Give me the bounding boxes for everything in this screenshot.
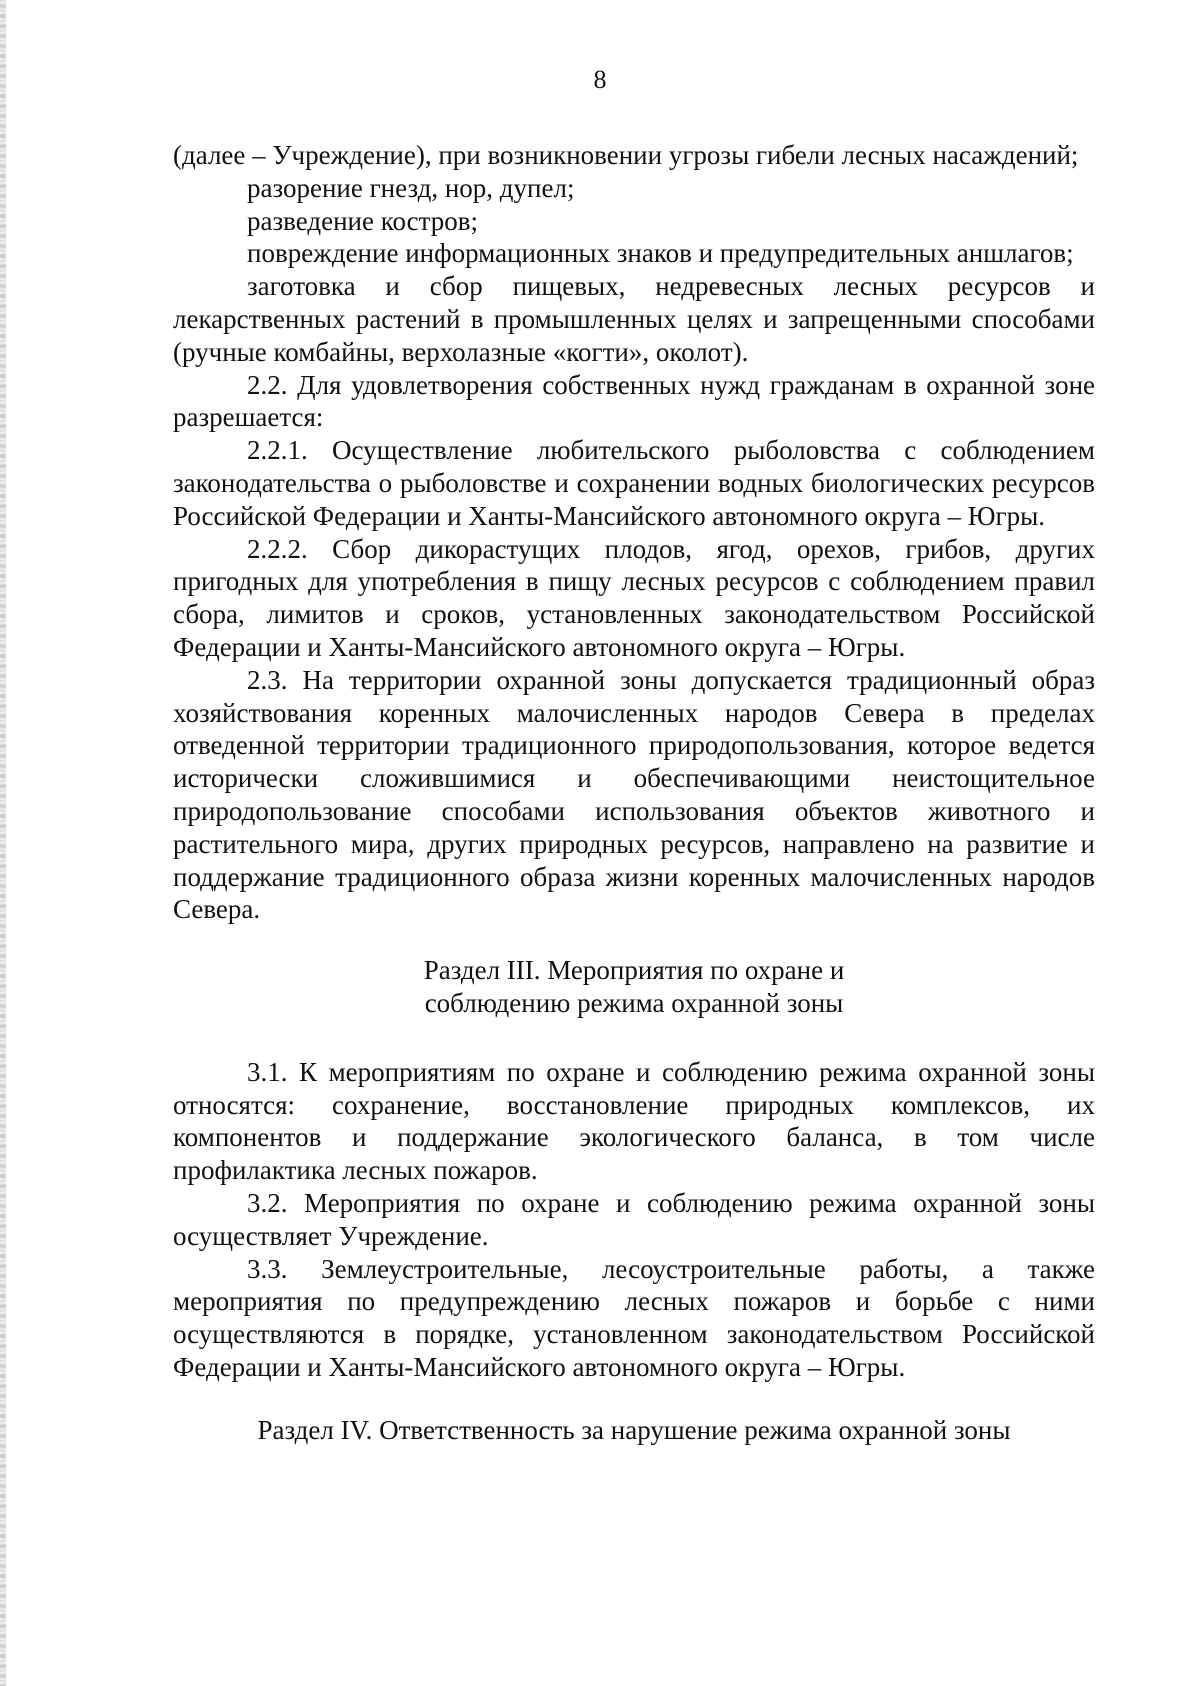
spacer <box>173 926 1095 954</box>
list-item-nest-destruction: разорение гнезд, нор, дупел; <box>247 172 575 203</box>
scan-edge-artifact <box>0 0 6 1686</box>
clause-2-3: 2.3. На территории охранной зоны допускается традиционный образ хозяйствования коренных малочисленных народов Севера в пределах отведенной территории традиционного природопользования, которое ведется исторически сложившимися и обеспечивающими неистощительное природопользование способами использования объектов животного и растительного мира, других природных ресурсов, направлено на развитие и поддержание традиционного образа жизни коренных малочисленных народов Севера. <box>173 664 1095 925</box>
section-4-heading: Раздел IV. Ответственность за нарушение режима охранной зоны <box>257 1414 1011 1445</box>
clause-3-1: 3.1. К мероприятиям по охране и соблюдению режима охранной зоны относятся: сохранение, восстановление природных комплексов, их компонентов и поддержание экологического баланса, в том числе профилактика лесных пожаров. <box>173 1056 1095 1186</box>
spacer <box>173 1384 1095 1414</box>
clause-3-3: 3.3. Землеустроительные, лесоустроительные работы, а также мероприятия по предупреждению лесных пожаров и борьбе с ними осуществляются в порядке, установленном законодательством Российской Федерации и Ханты-Мансийского автономного округа – Югры. <box>173 1253 1095 1382</box>
list-item-sign-damage: повреждение информационных знаков и предупредительных аншлагов; <box>247 238 1074 269</box>
list-item-resource-harvesting: заготовка и сбор пищевых, недревесных лесных ресурсов и лекарственных растений в промышленных целях и запрещенными способами (ручные комбайны, верхолазные «когти», околот). <box>173 271 1095 367</box>
section-3-heading-line-1: Раздел III. Мероприятия по охране и <box>423 955 845 986</box>
clause-2-2: 2.2. Для удовлетворения собственных нужд гражданам в охранной зоне разрешается: <box>173 369 1095 433</box>
list-item-campfires: разведение костров; <box>247 205 479 236</box>
document-body <box>173 139 1095 1446</box>
page-number: 8 <box>593 65 607 94</box>
clause-3-2: 3.2. Мероприятия по охране и соблюдению режима охранной зоны осуществляет Учреждение. <box>173 1187 1095 1251</box>
spacer <box>173 1020 1095 1056</box>
clause-2-2-2: 2.2.2. Сбор дикорастущих плодов, ягод, орехов, грибов, других пригодных для употребления в пищу лесных ресурсов с соблюдением правил сбора, лимитов и сроков, установленных законодательством Российской Федерации и Ханты-Мансийского автономного округа – Югры. <box>173 533 1095 662</box>
clause-2-2-1: 2.2.1. Осуществление любительского рыболовства с соблюдением законодательства о рыболовстве и сохранении водных биологических ресурсов Российской Федерации и Ханты-Мансийского автономного округа – Югры. <box>173 435 1095 531</box>
section-3-heading-line-2: соблюдению режима охранной зоны <box>424 987 844 1018</box>
paragraph-continuation: (далее – Учреждение), при возникновении угрозы гибели лесных насаждений; <box>173 140 1079 170</box>
